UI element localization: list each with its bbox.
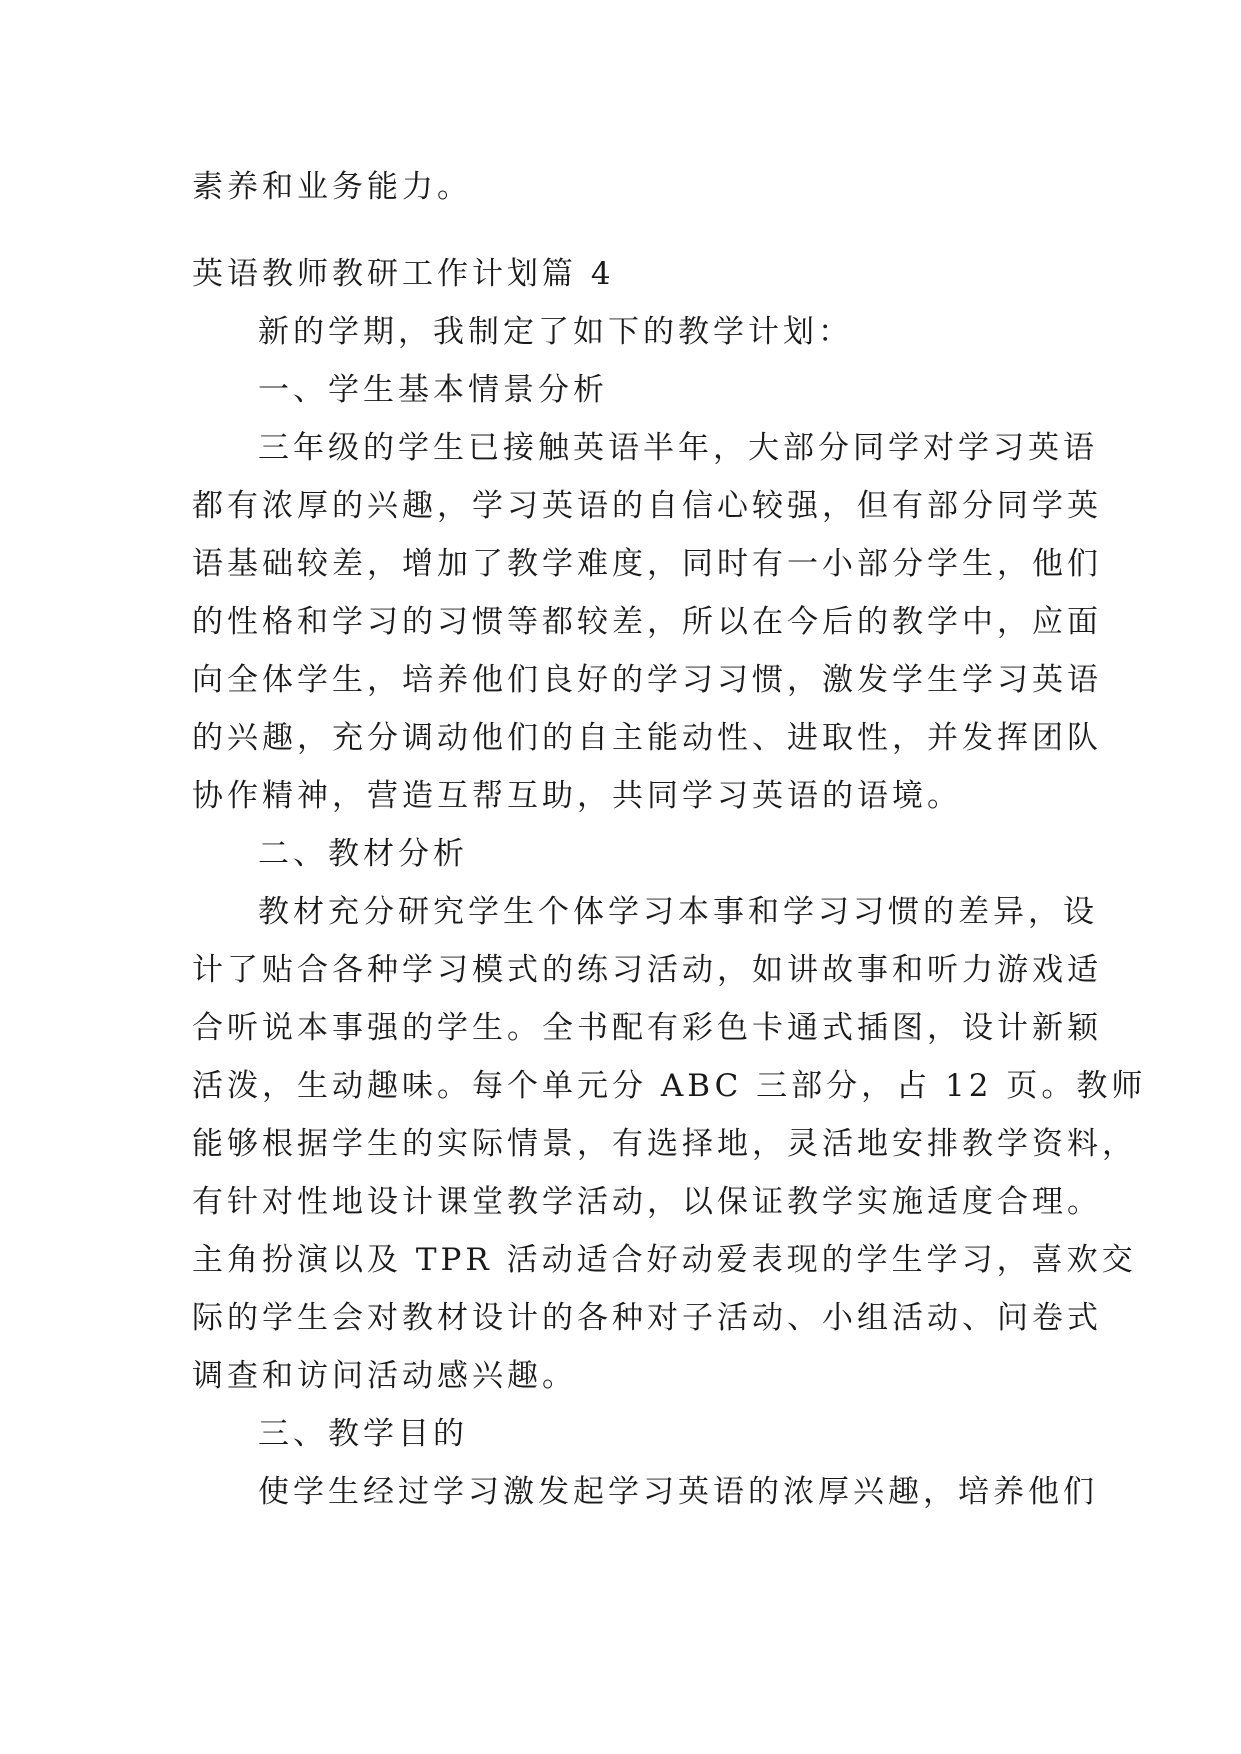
paragraph-line: 都有浓厚的兴趣，学习英语的自信心较强，但有部分同学英 <box>192 488 1102 524</box>
paragraph-line: 能够根据学生的实际情景，有选择地，灵活地安排教学资料， <box>192 1126 1137 1162</box>
paragraph-line: 合听说本事强的学生。全书配有彩色卡通式插图，设计新颖 <box>192 1010 1102 1046</box>
paragraph-line: 协作精神，营造互帮互助，共同学习英语的语境。 <box>192 778 962 814</box>
paragraph-gap <box>192 216 1052 245</box>
paragraph-line: 语基础较差，增加了教学难度，同时有一小部分学生，他们 <box>192 546 1102 582</box>
paragraph-line: 有针对性地设计课堂教学活动，以保证教学实施适度合理。 <box>192 1184 1102 1220</box>
paragraph-line: 计了贴合各种学习模式的练习活动，如讲故事和听力游戏适 <box>192 952 1102 988</box>
paragraph-line: 的兴趣，充分调动他们的自主能动性、进取性，并发挥团队 <box>192 720 1102 756</box>
paragraph-line: 活泼，生动趣味。每个单元分 ABC 三部分，占 12 页。教师 <box>192 1068 1147 1104</box>
document-title: 英语教师教研工作计划篇 4 <box>192 256 615 292</box>
section-heading-2: 二、教材分析 <box>258 836 468 872</box>
section-heading-1: 一、学生基本情景分析 <box>258 372 608 408</box>
paragraph-line: 向全体学生，培养他们良好的学习习惯，激发学生学习英语 <box>192 662 1102 698</box>
paragraph-line: 三年级的学生已接触英语半年，大部分同学对学习英语 <box>258 430 1098 466</box>
paragraph-line: 使学生经过学习激发起学习英语的浓厚兴趣，培养他们 <box>258 1474 1098 1510</box>
document-body <box>192 158 1147 1521</box>
paragraph-line: 际的学生会对教材设计的各种对子活动、小组活动、问卷式 <box>192 1300 1102 1336</box>
intro-text: 新的学期，我制定了如下的教学计划： <box>258 314 853 350</box>
paragraph-line: 教材充分研究学生个体学习本事和学习习惯的差异，设 <box>258 894 1098 930</box>
section-heading-3: 三、教学目的 <box>258 1416 468 1452</box>
paragraph-line: 调查和访问活动感兴趣。 <box>192 1358 577 1394</box>
paragraph-line: 的性格和学习的习惯等都较差，所以在今后的教学中，应面 <box>192 604 1102 640</box>
paragraph-line: 主角扮演以及 TPR 活动适合好动爱表现的学生学习，喜欢交 <box>192 1242 1137 1278</box>
paragraph-fragment: 素养和业务能力。 <box>192 169 472 205</box>
